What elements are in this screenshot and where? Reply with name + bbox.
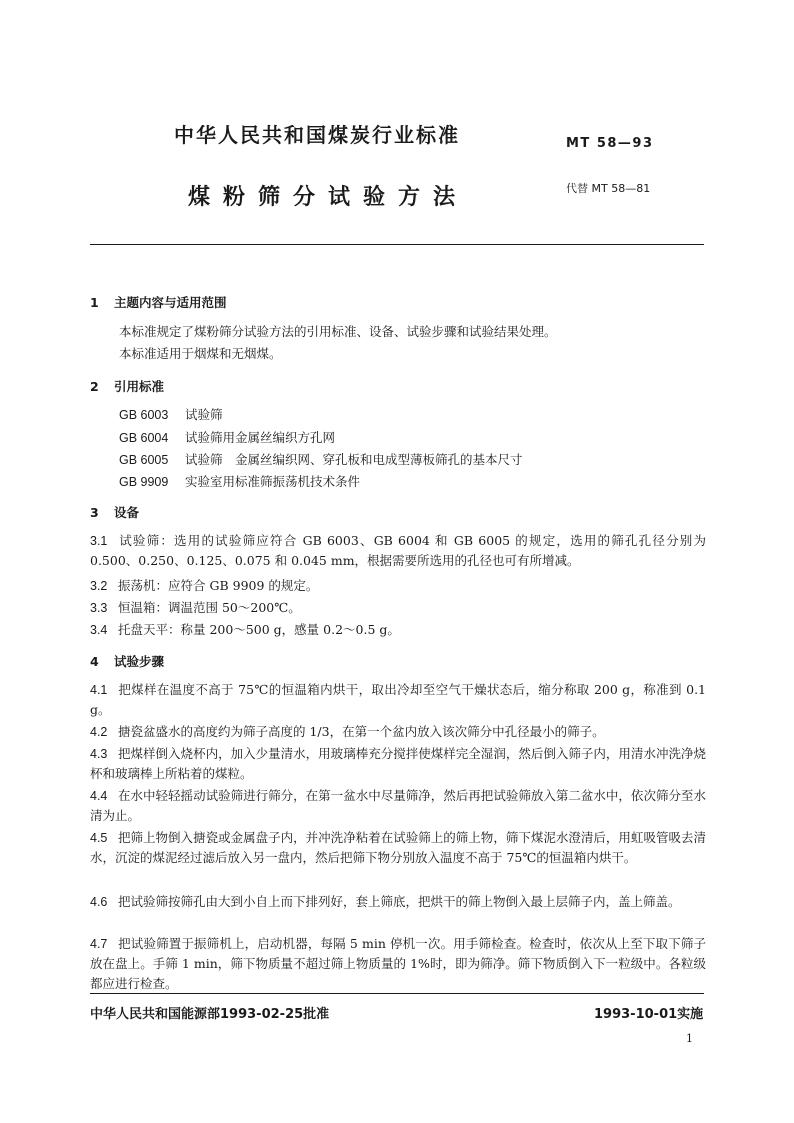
- section-4-heading: [90, 652, 164, 670]
- section-number: 1: [90, 295, 99, 310]
- clause-number: 4.1: [90, 683, 108, 697]
- clause-text: 把煤样倒入烧杯内，加入少量清水，用玻璃棒充分搅拌使煤样完全湿润，然后倒入筛子内，用清水冲洗净烧杯和玻璃棒上所粘着的煤粒。: [90, 746, 706, 781]
- clause-text: 托盘天平：称量 200～500 g，感量 0.2～0.5 g。: [118, 622, 400, 637]
- section-title: 设备: [114, 505, 140, 520]
- reference-code: GB 9909: [119, 475, 169, 489]
- approval-note: 中华人民共和国能源部1993-02-25批准: [90, 1007, 330, 1022]
- section-1-paragraph-2: 本标准适用于烟煤和无烟煤。: [119, 346, 282, 361]
- page-number: 1: [686, 1032, 693, 1045]
- clause-number: 3.2: [90, 579, 108, 593]
- reference-code: GB 6004: [119, 431, 169, 445]
- clause: [90, 531, 706, 571]
- clause-text: 把试验筛按筛孔由大到小自上而下排列好，套上筛底，把烘干的筛上物倒入最上层筛子内，盖上筛盖。: [118, 894, 681, 909]
- section-1-paragraph-1: 本标准规定了煤粉筛分试验方法的引用标准、设备、试验步骤和试验结果处理。: [119, 324, 557, 339]
- clause: [90, 620, 706, 640]
- clause-number: 3.4: [90, 623, 108, 637]
- clause: [90, 680, 706, 720]
- clause-text: 把煤样在温度不高于 75℃的恒温箱内烘干，取出冷却至空气干燥状态后，缩分称取 200 g，称准到 0.1 g。: [90, 682, 706, 717]
- section-2-heading: [90, 377, 164, 395]
- clause-number: 3.1: [90, 534, 108, 548]
- reference-item: [119, 428, 335, 446]
- clause: [90, 934, 706, 994]
- clause-text: 搪瓷盆盛水的高度约为筛子高度的 1/3，在第一个盆内放入该次筛分中孔径最小的筛子。: [118, 724, 605, 739]
- standard-number: MT 58—93: [566, 136, 654, 151]
- clause-number: 4.7: [90, 937, 108, 951]
- clause: [90, 576, 706, 596]
- clause: [90, 786, 706, 826]
- reference-item: [119, 472, 360, 490]
- reference-code: GB 6005: [119, 453, 169, 467]
- header-divider: [90, 244, 704, 245]
- section-number: 3: [90, 505, 99, 520]
- section-number: 2: [90, 379, 99, 394]
- clause-text: 在水中轻轻摇动试验筛进行筛分，在第一盆水中尽量筛净，然后再把试验筛放入第二盆水中，依次筛分至水清为止。: [90, 788, 706, 823]
- clause-number: 4.4: [90, 789, 108, 803]
- section-title: 试验步骤: [114, 654, 165, 669]
- clause: [90, 722, 706, 742]
- org-title: 中华人民共和国煤炭行业标准: [174, 123, 460, 147]
- clause-number: 4.6: [90, 895, 108, 909]
- replaces-note: 代替 MT 58—81: [566, 182, 651, 195]
- clause-number: 4.3: [90, 747, 108, 761]
- reference-title: 试验筛用金属丝编织方孔网: [185, 430, 336, 445]
- footer-divider: [90, 993, 704, 994]
- section-3-heading: [90, 503, 139, 521]
- clause: [90, 828, 706, 868]
- clause-number: 3.3: [90, 601, 108, 615]
- reference-title: 试验筛 金属丝编织网、穿孔板和电成型薄板筛孔的基本尺寸: [185, 452, 523, 467]
- reference-item: [119, 450, 523, 468]
- clause-text: 把筛上物倒入搪瓷或金属盘子内，并冲洗净粘着在试验筛上的筛上物，筛下煤泥水澄清后，用虹吸管吸去清水，沉淀的煤泥经过滤后放入另一盘内，然后把筛下物分别放入温度不高于 75℃的恒温箱内烘干。: [90, 830, 706, 865]
- effective-date: 1993-10-01实施: [594, 1007, 704, 1022]
- section-title: 引用标准: [114, 379, 165, 394]
- clause-number: 4.5: [90, 831, 108, 845]
- section-1-heading: [90, 293, 227, 311]
- reference-item: [119, 405, 223, 423]
- clause-number: 4.2: [90, 725, 108, 739]
- section-number: 4: [90, 654, 99, 669]
- clause-text: 把试验筛置于振筛机上，启动机器，每隔 5 min 停机一次。用手筛检查。检查时，依次从上至下取下筛子放在盘上。手筛 1 min，筛下物质量不超过筛上物质量的 1%时，即为筛净。筛下物质倒入下一粒级中。各粒级都应进行检查。: [90, 936, 706, 991]
- clause-text: 试验筛：选用的试验筛应符合 GB 6003、GB 6004 和 GB 6005 的规定，选用的筛孔孔径分别为 0.500、0.250、0.125、0.075 和 0.045 mm，根据需要所选用的孔径也可有所增减。: [90, 533, 706, 568]
- clause: [90, 744, 706, 784]
- section-title: 主题内容与适用范围: [114, 295, 227, 310]
- clause-text: 振荡机：应符合 GB 9909 的规定。: [118, 578, 319, 593]
- reference-title: 试验筛: [185, 407, 223, 422]
- clause-text: 恒温箱：调温范围 50～200℃。: [118, 600, 301, 615]
- reference-code: GB 6003: [119, 408, 169, 422]
- page-title: 煤粉筛分试验方法: [188, 185, 469, 210]
- clause: [90, 598, 706, 618]
- reference-title: 实验室用标准筛振荡机技术条件: [185, 474, 361, 489]
- clause: [90, 892, 706, 912]
